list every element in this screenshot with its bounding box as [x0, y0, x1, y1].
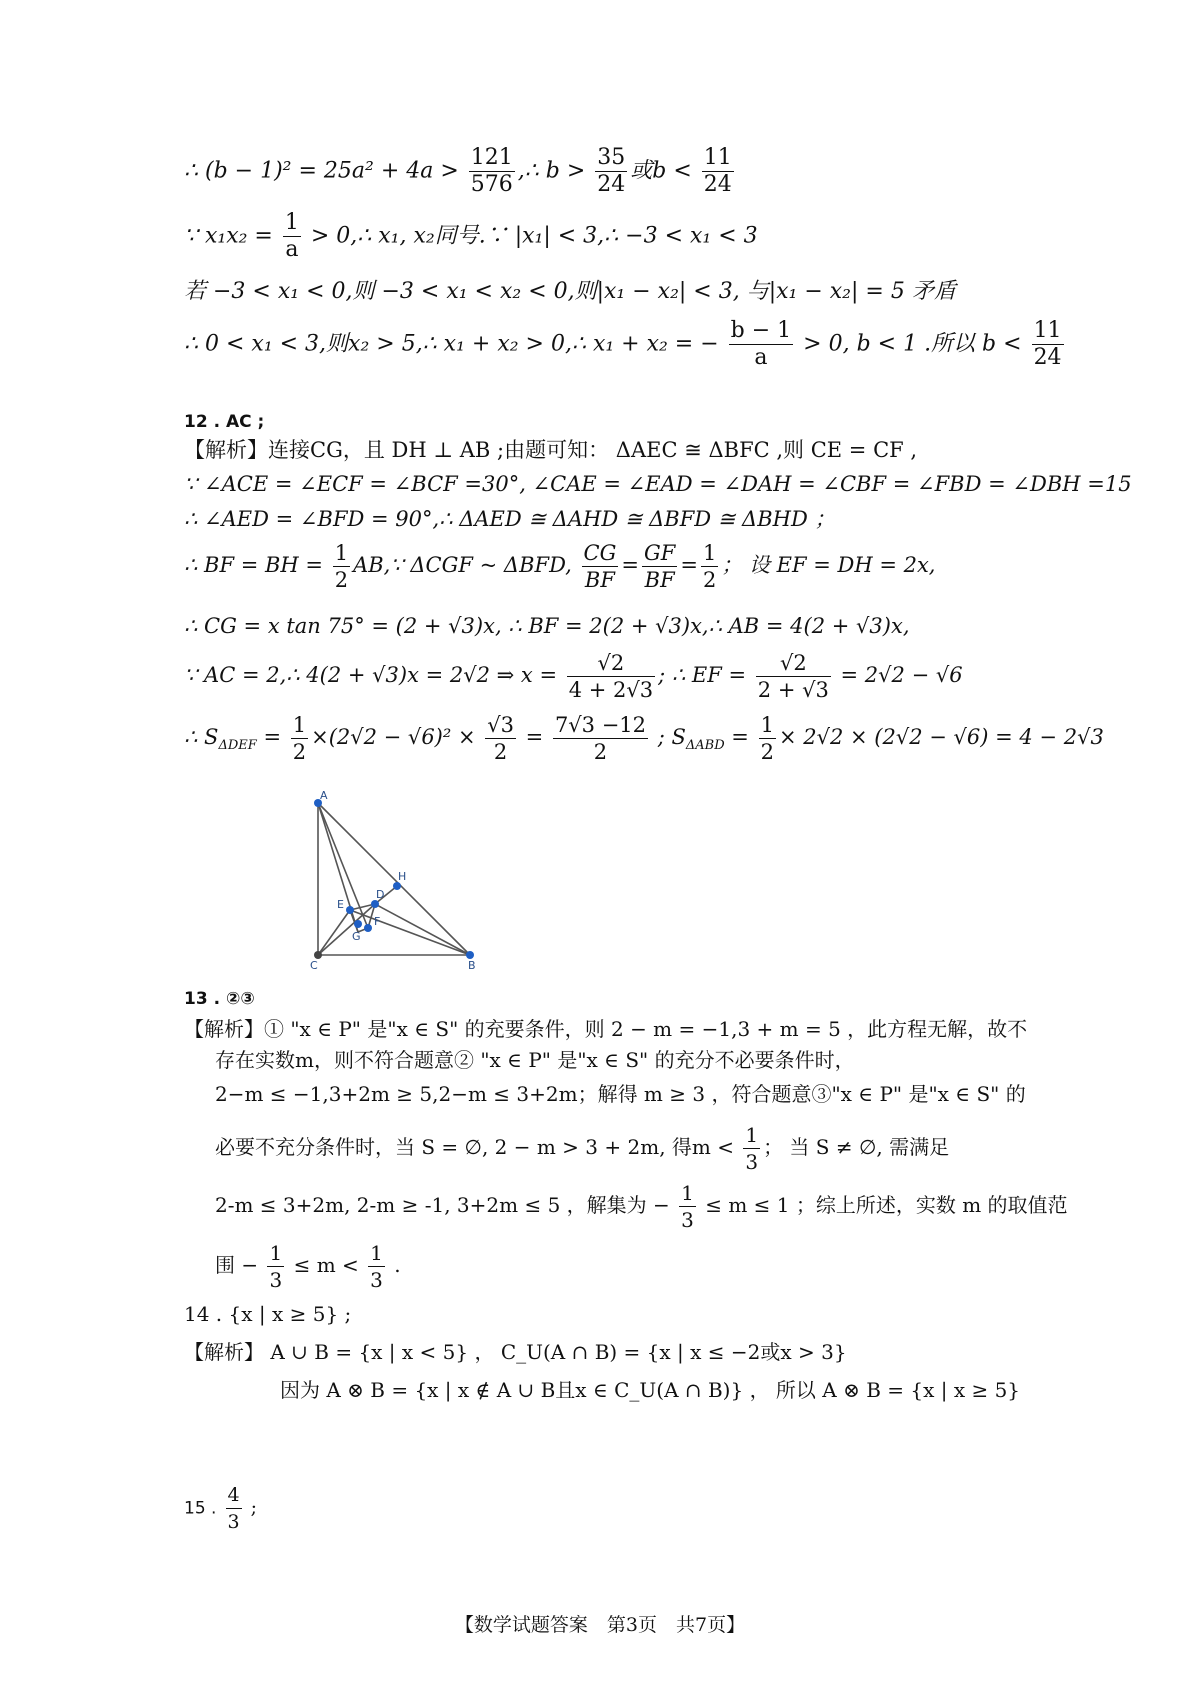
- solution-line-1: ∴ (b − 1)² = 25a² + 4a > $\frac{121}{576}$ ,∴ b > $\frac{35}{24}$ 或b < $\frac{11}{24}$: [184, 145, 732, 197]
- point-g: [354, 920, 362, 928]
- label-h: H: [398, 870, 407, 883]
- q12-heading: 12 . AC ;: [184, 412, 265, 432]
- fraction: $\frac{1}{2}$: [702, 541, 717, 592]
- fraction: $\frac{1}{2}$: [292, 713, 307, 764]
- q12-analysis-line-1: 【解析】连接CG，且 DH ⊥ AB ;由题可知： ΔAEC ≅ ΔBFC ,则 CE = CF ,: [184, 438, 918, 462]
- q13-analysis-line-4: 必要不充分条件时，当 S = ∅, 2 − m > 3 + 2m, 得m < $\frac{1}{3}$ ； 当 S ≠ ∅, 需满足: [215, 1123, 950, 1174]
- q12-analysis-line-4: ∴ BF = BH = $\frac{1}{2}$ AB,∵ ΔCGF ~ ΔBFD, $\frac{CG}{BF}$ = $\frac{GF}{BF}$ = $\frac{1}{2}$ ； 设 EF = DH = 2x,: [184, 541, 936, 592]
- point-e: [346, 906, 354, 914]
- q14-analysis-line-2: 因为 A ⊗ B = {x | x ∉ A ∪ B且x ∈ C_U(A ∩ B)} ， 所以 A ⊗ B = {x | x ≥ 5}: [280, 1378, 1021, 1402]
- point-b: [466, 951, 474, 959]
- label-g: G: [352, 930, 361, 943]
- fraction: $\frac{1}{3}$: [745, 1123, 759, 1174]
- point-h: [393, 882, 401, 890]
- q13-heading: 13 . ②③: [184, 989, 255, 1009]
- point-d: [371, 900, 379, 908]
- q13-analysis-line-1: 【解析】① "x ∈ P" 是"x ∈ S" 的充要条件，则 2 − m = −1,3 + m = 5 ，此方程无解，故不: [184, 1017, 1028, 1041]
- q14-heading: 14 . {x | x ≥ 5} ;: [184, 1302, 352, 1326]
- q14-analysis-line-1: 【解析】 A ∪ B = {x | x < 5} ， C_U(A ∩ B) = {x | x ≤ −2或x > 3}: [184, 1340, 847, 1364]
- fraction: $\frac{b - 1}{a}$: [730, 318, 792, 370]
- label-c: C: [310, 959, 318, 970]
- fraction: $\frac{1}{3}$: [681, 1181, 694, 1232]
- fraction: $\frac{7√3 -12}{2}$: [554, 713, 647, 764]
- solution-line-4: ∴ 0 < x₁ < 3,则x₂ > 5,∴ x₁ + x₂ > 0,∴ x₁ + x₂ = − $\frac{b - 1}{a}$ > 0, b < 1 .所以 b < $\frac{11}{24}$: [184, 318, 1062, 370]
- q13-analysis-line-5: 2-m ≤ 3+2m, 2-m ≥ -1, 3+2m ≤ 5 ，解集为 − $\frac{1}{3}$ ≤ m ≤ 1 ；综上所述，实数 m 的取值范: [215, 1181, 1068, 1232]
- q13-analysis-line-6: 围 − $\frac{1}{3}$ ≤ m < $\frac{1}{3}$ .: [215, 1241, 401, 1292]
- q13-analysis-line-2: 存在实数m，则不符合题意② "x ∈ P" 是"x ∈ S" 的充分不必要条件时，: [215, 1048, 855, 1072]
- solution-line-3: 若 −3 < x₁ < 0,则 −3 < x₁ < x₂ < 0,则|x₁ − x₂| < 3, 与|x₁ − x₂| = 5 矛盾: [184, 279, 956, 304]
- page-footer: 【数学试题答案 第3页 共7页】: [454, 1614, 746, 1636]
- fraction: $\frac{11}{24}$: [703, 145, 732, 197]
- fraction: $\frac{4}{3}$: [227, 1484, 240, 1533]
- fraction: $\frac{GF}{BF}$: [643, 541, 676, 592]
- point-f: [364, 924, 372, 932]
- q13-analysis-line-3: 2−m ≤ −1,3+2m ≥ 5,2−m ≤ 3+2m；解得 m ≥ 3 ，符合题意③"x ∈ P" 是"x ∈ S" 的: [215, 1082, 1026, 1106]
- fraction: $\frac{1}{a}$: [284, 210, 299, 262]
- label-b: B: [468, 959, 476, 970]
- fraction: $\frac{35}{24}$: [597, 145, 626, 197]
- fraction: $\frac{√3}{2}$: [487, 713, 514, 764]
- fraction: $\frac{CG}{BF}$: [583, 541, 617, 592]
- fraction: $\frac{1}{2}$: [334, 541, 349, 592]
- q12-analysis-line-6: ∵ AC = 2,∴ 4(2 + √3)x = 2√2 ⇒ x = $\frac{√2}{4 + 2√3}$ ; ∴ EF = $\frac{√2}{2 + √3}$ = 2√2 − √6: [184, 651, 963, 702]
- fraction: $\frac{1}{3}$: [370, 1241, 383, 1292]
- q15-heading: 15 . $\frac{4}{3}$ ;: [184, 1484, 258, 1533]
- triangle-figure: [300, 790, 500, 970]
- q12-analysis-line-7: ∴ $S_{\Delta DEF}$ = $\frac{1}{2}$ ×(2√2 − √6)² × $\frac{√3}{2}$ = $\frac{7√3 -12}{2}$ ; $S_{\Delta ABD}$ = $\frac{1}{2}$ × 2√2 × (2√2 − √6) = 4 − 2√3: [184, 713, 1104, 764]
- fraction: $\frac{1}{2}$: [760, 713, 774, 764]
- label-d: D: [376, 888, 385, 901]
- fraction: $\frac{1}{3}$: [269, 1241, 283, 1292]
- solution-line-2: ∵ x₁x₂ = $\frac{1}{a}$ > 0,∴ x₁, x₂同号.∵ |x₁| < 3,∴ −3 < x₁ < 3: [184, 210, 758, 262]
- label-e: E: [337, 898, 344, 911]
- label-a: A: [320, 790, 328, 802]
- fraction: $\frac{√2}{4 + 2√3}$: [568, 651, 654, 702]
- point-c: [314, 951, 322, 959]
- fraction: $\frac{11}{24}$: [1033, 318, 1062, 370]
- q12-analysis-line-5: ∴ CG = x tan 75° = (2 + √3)x, ∴ BF = 2(2 + √3)x,∴ AB = 4(2 + √3)x,: [184, 614, 910, 638]
- fraction: $\frac{√2}{2 + √3}$: [757, 651, 829, 702]
- fraction: $\frac{121}{576}$: [470, 145, 513, 197]
- q12-analysis-line-2: ∵ ∠ACE = ∠ECF = ∠BCF =30°, ∠CAE = ∠EAD = ∠DAH = ∠CBF = ∠FBD = ∠DBH =15: [184, 472, 1132, 496]
- label-f: F: [374, 915, 381, 928]
- q12-analysis-line-3: ∴ ∠AED = ∠BFD = 90°,∴ ΔAED ≅ ΔAHD ≅ ΔBFD ≅ ΔBHD ；: [184, 507, 836, 531]
